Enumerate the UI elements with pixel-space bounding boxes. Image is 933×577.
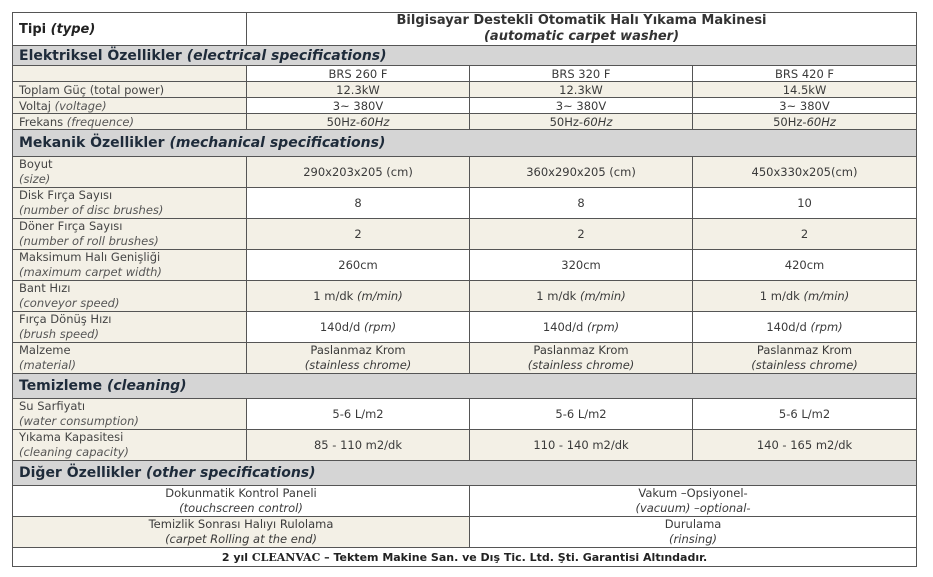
total-power-label: Toplam Güç (total power) — [13, 82, 247, 98]
voltage-420: 3~ 380V — [693, 98, 917, 114]
brush-speed-320: 140d/d (rpm) — [470, 312, 693, 343]
models-row — [13, 66, 917, 82]
size-320: 360x290x205 (cm) — [470, 157, 693, 188]
cleaning-capacity-260: 85 - 110 m2/dk — [247, 430, 470, 461]
frequency-label: Frekans (frequence) — [13, 114, 247, 130]
conveyor-speed-420: 1 m/dk (m/min) — [693, 281, 917, 312]
roll-brushes-label: Döner Fırça Sayısı (number of roll brushes) — [13, 219, 247, 250]
total-power-420: 14.5kW — [693, 82, 917, 98]
warranty-note: 2 yıl CLEANVAC – Tektem Makine San. ve Dış Tic. Ltd. Şti. Garantisi Altındadır. — [13, 548, 917, 567]
total-power-320: 12.3kW — [470, 82, 693, 98]
roll-brushes-420: 2 — [693, 219, 917, 250]
cleaning-heading-en: (cleaning) — [106, 378, 187, 394]
water-consumption-260: 5-6 L/m2 — [247, 399, 470, 430]
material-260: Paslanmaz Krom (stainless chrome) — [247, 343, 470, 374]
other-heading-text: Diğer Özellikler — [19, 465, 142, 481]
mechanical-heading-text: Mekanik Özellikler — [19, 135, 165, 151]
electrical-heading-en: (electrical specifications) — [186, 47, 387, 64]
carpet-width-320: 320cm — [470, 250, 693, 281]
other-row-1 — [13, 486, 917, 517]
water-consumption-label: Su Sarfiyatı (water consumption) — [13, 399, 247, 430]
brush-speed-260: 140d/d (rpm) — [247, 312, 470, 343]
size-label: Boyut (size) — [13, 157, 247, 188]
mechanical-heading-en: (mechanical specifications) — [169, 135, 386, 151]
machine-title: Bilgisayar Destekli Otomatik Halı Yıkama Makinesi — [396, 13, 767, 28]
voltage-260: 3~ 380V — [247, 98, 470, 114]
disc-brushes-260: 8 — [247, 188, 470, 219]
conveyor-speed-label: Bant Hızı (conveyor speed) — [13, 281, 247, 312]
conveyor-speed-row — [13, 281, 917, 312]
model-420: BRS 420 F — [693, 66, 917, 82]
water-consumption-row — [13, 399, 917, 430]
carpet-width-label: Maksimum Halı Genişliği (maximum carpet width) — [13, 250, 247, 281]
models-blank-cell — [13, 66, 247, 82]
disc-brushes-label: Disk Fırça Sayısı (number of disc brushes) — [13, 188, 247, 219]
other-row-2 — [13, 517, 917, 548]
size-260: 290x203x205 (cm) — [247, 157, 470, 188]
brand-name: CLEANVAC — [251, 550, 321, 564]
roll-brushes-320: 2 — [470, 219, 693, 250]
mechanical-heading — [13, 130, 917, 157]
material-420: Paslanmaz Krom (stainless chrome) — [693, 343, 917, 374]
disc-brushes-row — [13, 188, 917, 219]
touchscreen-control: Dokunmatik Kontrol Paneli (touchscreen control) — [13, 486, 470, 517]
type-label: Tipi — [19, 21, 47, 37]
cleaning-capacity-420: 140 - 165 m2/dk — [693, 430, 917, 461]
conveyor-speed-260: 1 m/dk (m/min) — [247, 281, 470, 312]
total-power-row — [13, 82, 917, 98]
size-420: 450x330x205(cm) — [693, 157, 917, 188]
material-320: Paslanmaz Krom (stainless chrome) — [470, 343, 693, 374]
type-value-cell — [247, 13, 917, 46]
carpet-rolling: Temizlik Sonrası Halıyı Rulolama (carpet Rolling at the end) — [13, 517, 470, 548]
voltage-label: Voltaj (voltage) — [13, 98, 247, 114]
brush-speed-label: Fırça Dönüş Hızı (brush speed) — [13, 312, 247, 343]
footer-row — [13, 548, 917, 567]
total-power-260: 12.3kW — [247, 82, 470, 98]
machine-subtitle: (automatic carpet washer) — [483, 29, 680, 44]
brush-speed-row — [13, 312, 917, 343]
spec-table — [12, 12, 917, 567]
other-heading — [13, 461, 917, 486]
voltage-row — [13, 98, 917, 114]
frequency-320: 50Hz-60Hz — [470, 114, 693, 130]
voltage-320: 3~ 380V — [470, 98, 693, 114]
frequency-260: 50Hz-60Hz — [247, 114, 470, 130]
model-320: BRS 320 F — [470, 66, 693, 82]
type-row — [13, 13, 917, 46]
type-label-en: (type) — [50, 21, 96, 37]
vacuum-optional: Vakum –Opsiyonel- (vacuum) –optional- — [470, 486, 917, 517]
electrical-heading — [13, 46, 917, 66]
cleaning-heading — [13, 374, 917, 399]
carpet-width-row — [13, 250, 917, 281]
other-heading-row — [13, 461, 917, 486]
frequency-420: 50Hz-60Hz — [693, 114, 917, 130]
cleaning-capacity-label: Yıkama Kapasitesi (cleaning capacity) — [13, 430, 247, 461]
roll-brushes-260: 2 — [247, 219, 470, 250]
material-label: Malzeme (material) — [13, 343, 247, 374]
cleaning-capacity-row — [13, 430, 917, 461]
cleaning-heading-row — [13, 374, 917, 399]
carpet-width-420: 420cm — [693, 250, 917, 281]
water-consumption-320: 5-6 L/m2 — [470, 399, 693, 430]
model-260: BRS 260 F — [247, 66, 470, 82]
water-consumption-420: 5-6 L/m2 — [693, 399, 917, 430]
disc-brushes-320: 8 — [470, 188, 693, 219]
conveyor-speed-320: 1 m/dk (m/min) — [470, 281, 693, 312]
disc-brushes-420: 10 — [693, 188, 917, 219]
cleaning-capacity-320: 110 - 140 m2/dk — [470, 430, 693, 461]
cleaning-heading-text: Temizleme — [19, 378, 103, 394]
carpet-width-260: 260cm — [247, 250, 470, 281]
rinsing: Durulama (rinsing) — [470, 517, 917, 548]
brush-speed-420: 140d/d (rpm) — [693, 312, 917, 343]
other-heading-en: (other specifications) — [146, 465, 316, 481]
mechanical-heading-row — [13, 130, 917, 157]
frequency-row — [13, 114, 917, 130]
electrical-heading-row — [13, 46, 917, 66]
electrical-heading-text: Elektriksel Özellikler — [19, 47, 182, 64]
material-row — [13, 343, 917, 374]
type-label-cell — [13, 13, 247, 46]
size-row — [13, 157, 917, 188]
roll-brushes-row — [13, 219, 917, 250]
